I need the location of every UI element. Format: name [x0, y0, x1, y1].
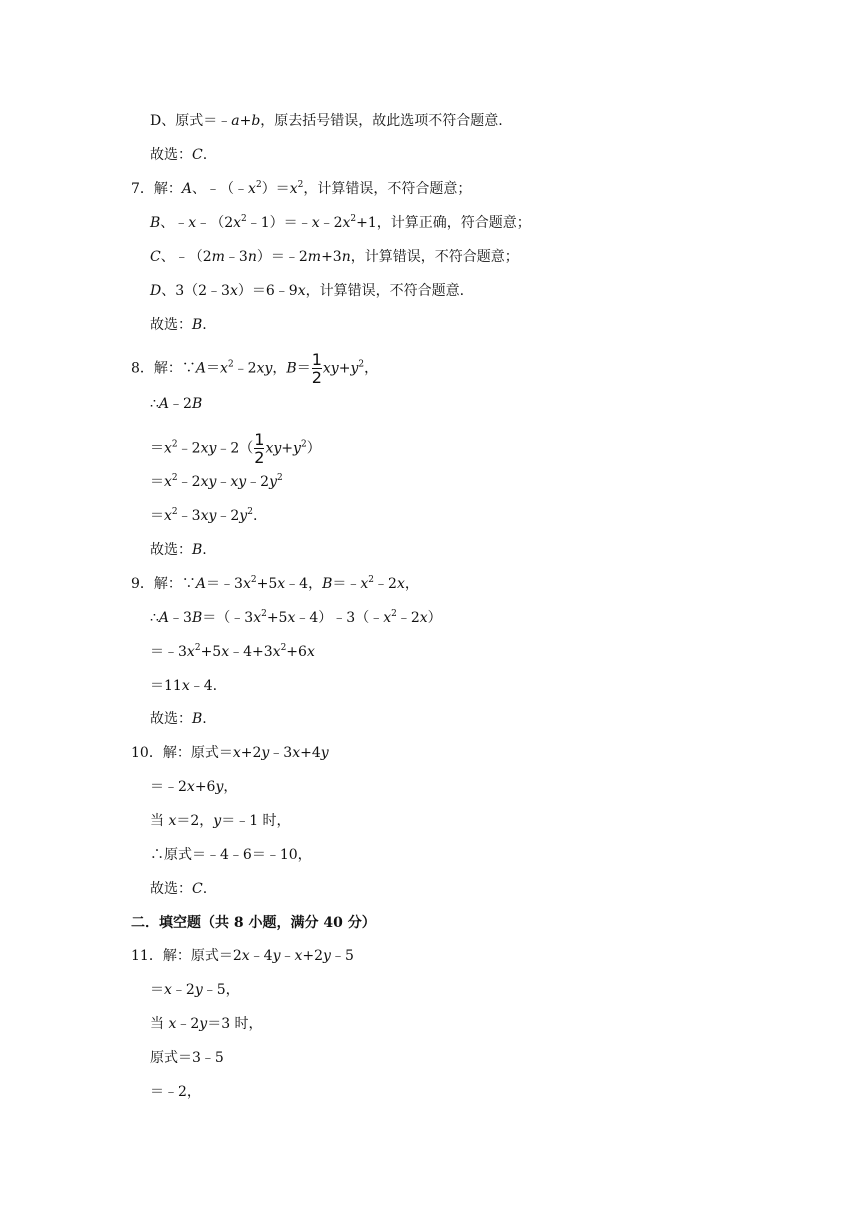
text-line-l4: B、$﹣x﹣(2x^2﹣1)=﹣x﹣2x^2+1$，计算正确，符合题意；	[150, 214, 531, 231]
text-line-l27: 当 x﹣2y＝3 时，	[150, 1016, 263, 1032]
text-line-l10: $=x^2﹣2xy﹣2$（ $\frac{1}{2}$ $xy+y^2$）	[150, 430, 321, 467]
text-line-l1: D、原式＝﹣a+b，原去括号错误，故此选项不符合题意.	[150, 113, 503, 129]
text-line-l5: C、﹣（2m﹣3n）＝﹣2m+3n，计算错误，不符合题意；	[150, 249, 519, 265]
text-line-l22: ∴原式＝﹣4﹣6＝﹣10，	[150, 847, 312, 863]
text-line-l28: 原式＝3﹣5	[150, 1050, 224, 1066]
text-line-l12: $=x^2﹣3xy﹣2y^2$.	[150, 507, 258, 524]
text-line-l16: $=﹣3x^2+5x﹣4+3x^2+6x$	[150, 643, 315, 660]
text-line-l15: $\therefore A﹣3B=(﹣3x^2+5x﹣4)﹣3(﹣x^2﹣2x)$	[150, 609, 442, 626]
text-line-l23: 故选：C.	[150, 881, 208, 897]
text-line-l2: 故选：C.	[150, 147, 208, 163]
text-line-l20: ＝﹣2x+6y，	[150, 779, 238, 795]
text-line-l25: 11．解：原式＝2x﹣4y﹣x+2y﹣5	[131, 948, 354, 964]
text-line-l19: 10．解：原式＝x+2y﹣3x+4y	[131, 745, 329, 761]
text-line-l17: ＝11x﹣4.	[150, 678, 218, 694]
text-line-l7: 故选：B.	[150, 317, 207, 333]
text-line-l6: D、3（2﹣3x）＝6﹣9x，计算错误，不符合题意.	[150, 283, 465, 299]
text-line-l11: $=x^2﹣2xy﹣xy﹣2y^2$	[150, 473, 283, 490]
text-line-l21: 当 x＝2，y＝﹣1 时，	[150, 813, 291, 829]
text-line-l9: ∴A﹣2B	[150, 396, 203, 412]
text-line-l26: ＝x﹣2y﹣5，	[150, 982, 240, 998]
text-line-l29: ＝﹣2，	[150, 1084, 201, 1100]
text-line-l8: 8．解：$\because A=x^2﹣2xy$，B＝ $\frac{1}{2}$ $xy+y^2$，	[131, 350, 379, 387]
text-line-l18: 故选：B.	[150, 711, 207, 727]
text-line-l3: 7．解：A、$﹣(﹣x^2)=x^2$，计算错误，不符合题意；	[131, 180, 472, 197]
text-line-l13: 故选：B.	[150, 542, 207, 558]
text-line-l24: 二．填空题（共 8 小题，满分 40 分）	[131, 915, 376, 931]
text-line-l14: 9．解：$\because A=﹣3x^2+5x﹣4$，$B=﹣x^2﹣2x$，	[131, 575, 419, 592]
